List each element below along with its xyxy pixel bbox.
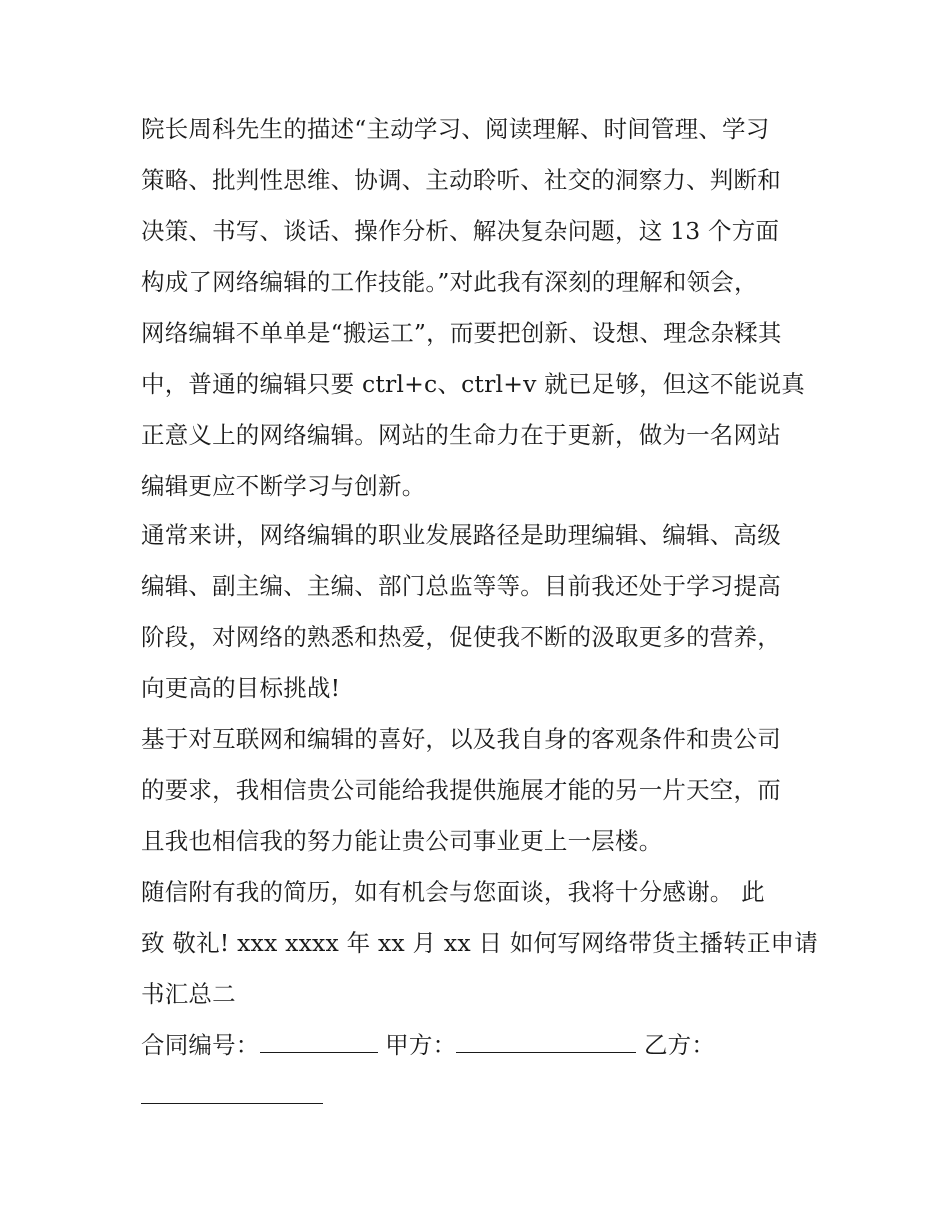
text-line: 编辑、副主编、主编、部门总监等等。目前我还处于学习提高 [141, 572, 781, 600]
text-line: 构成了网络编辑的工作技能。”对此我有深刻的理解和领会， [141, 268, 758, 296]
party-b-blank-line [141, 1081, 323, 1111]
text-line: 向更高的目标挑战! [141, 674, 341, 702]
text-line: 网络编辑不单单是“搬运工”，而要把创新、设想、理念杂糅其 [141, 319, 782, 347]
text-line: 基于对互联网和编辑的喜好，以及我自身的客观条件和贵公司 [141, 725, 781, 753]
contract-number-label: 合同编号： [141, 1031, 260, 1059]
text-line: 编辑更应不断学习与创新。 [141, 472, 426, 500]
text-line: 院长周科先生的描述“主动学习、阅读理解、时间管理、学习 [141, 115, 770, 143]
party-b-label: 乙方： [643, 1031, 716, 1059]
party-a-label: 甲方： [385, 1031, 457, 1059]
text-line: 随信附有我的简历，如有机会与您面谈，我将十分感谢。 此 [141, 878, 765, 906]
party-a-blank [456, 1032, 636, 1053]
text-line: 阶段，对网络的熟悉和热爱，促使我不断的汲取更多的营养， [141, 623, 781, 651]
party-b-blank [141, 1083, 323, 1104]
text-line: 通常来讲，网络编辑的职业发展路径是助理编辑、编辑、高级 [141, 521, 781, 549]
text-line: 正意义上的网络编辑。网站的生命力在于更新，做为一名网站 [141, 421, 781, 449]
text-line: 决策、书写、谈话、操作分析、解决复杂问题，这 13 个方面 [141, 217, 780, 245]
text-line: 书汇总二 [141, 980, 236, 1008]
text-line: 且我也相信我的努力能让贵公司事业更上一层楼。 [141, 827, 663, 855]
text-line: 的要求，我相信贵公司能给我提供施展才能的另一片天空，而 [141, 776, 781, 804]
text-line: 致 敬礼! xxx xxxx 年 xx 月 xx 日 如何写网络带货主播转正申请 [141, 929, 818, 957]
text-line: 中，普通的编辑只要 ctrl+c、ctrl+v 就已足够，但这不能说真 [141, 370, 805, 398]
contract-number-blank [260, 1032, 378, 1053]
text-line: 策略、批判性思维、协调、主动聆听、社交的洞察力、判断和 [141, 166, 781, 194]
contract-header-line [141, 1030, 715, 1060]
